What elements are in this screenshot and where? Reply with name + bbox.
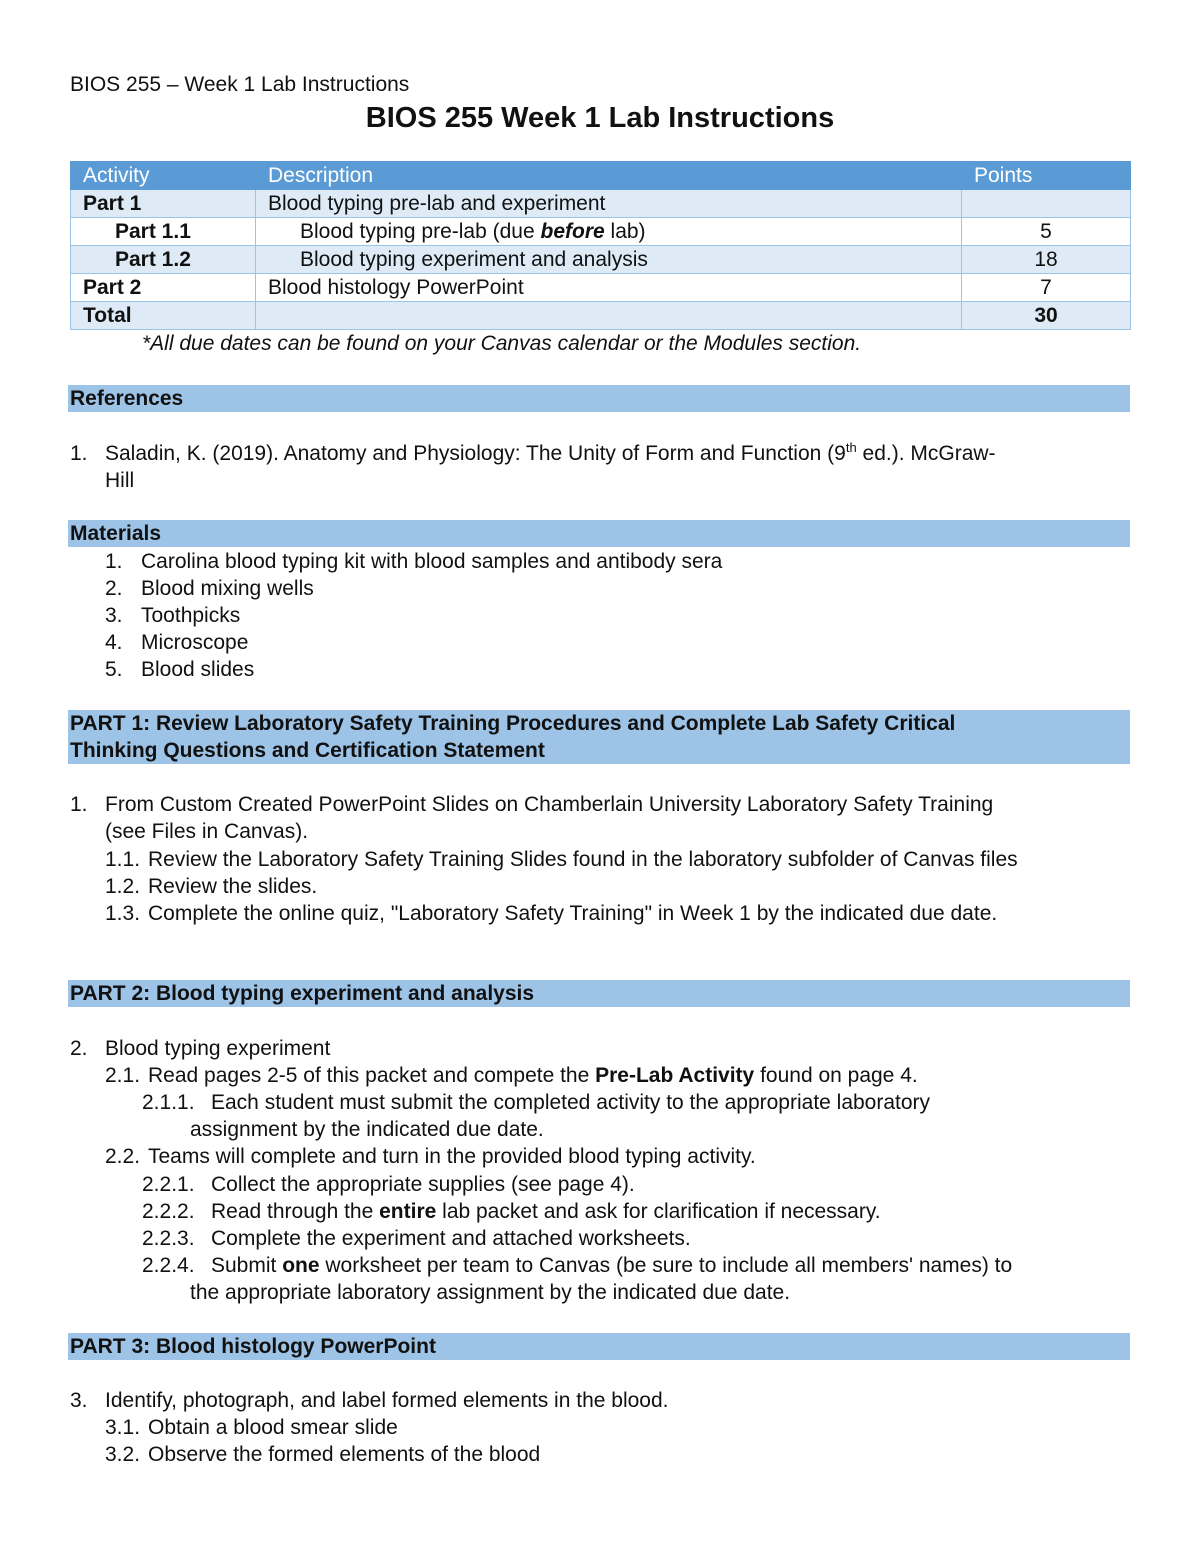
part1-heading-line2: Thinking Questions and Certification Statement [70,739,545,762]
table-row-total [71,302,1131,330]
list-item-number: 3.2. [105,1443,141,1466]
ref-text-post: ed.). McGraw- [856,442,996,465]
list-item: Review the slides. [148,875,318,898]
desc-pre: Blood typing pre-lab (due [300,220,541,243]
list-item-number: 2.2.4. [142,1254,195,1277]
list-item-number: 1.3. [105,902,141,925]
list-item: Observe the formed elements of the blood [148,1443,541,1466]
part1-heading [68,710,1130,764]
desc-post: lab) [604,220,646,243]
list-item-continued: (see Files in Canvas). [105,820,309,843]
list-item-number: 1. [105,550,123,573]
list-item: Obtain a blood smear slide [148,1416,398,1439]
reference-line [105,440,996,469]
list-item-continued: assignment by the indicated due date. [190,1118,544,1141]
list-item-number: 2.2.1. [142,1173,195,1196]
list-item: Microscope [141,631,249,654]
text-pre: Read through the [211,1200,380,1223]
list-item-number: 2. [70,1037,88,1060]
text-post: worksheet per team to Canvas (be sure to include all members' names) to [319,1254,1013,1277]
table-row [71,190,1131,218]
list-item-number: 5. [105,658,123,681]
ref-superscript: th [845,440,857,455]
row-points-total: 30 [962,302,1131,330]
list-item: Carolina blood typing kit with blood samples and antibody sera [141,550,723,573]
list-item-continued: the appropriate laboratory assignment by the indicated due date. [190,1281,791,1304]
list-item: Teams will complete and turn in the provided blood typing activity. [148,1145,756,1168]
due-dates-note: *All due dates can be found on your Canvas calendar or the Modules section. [142,332,862,355]
table-row [71,274,1131,302]
list-item: Blood mixing wells [141,577,314,600]
list-item [211,1252,1012,1279]
list-item-number: 2.2.3. [142,1227,195,1250]
row-activity: Part 1.2 [71,246,256,274]
list-item-number: 3. [70,1389,88,1412]
list-item-number: 4. [105,631,123,654]
running-header: BIOS 255 – Week 1 Lab Instructions [70,73,410,96]
list-item: Collect the appropriate supplies (see page 4). [211,1173,635,1196]
row-description: Blood typing pre-lab and experiment [256,190,962,218]
text-pre: Submit [211,1254,283,1277]
list-item [148,1062,918,1089]
row-points: 18 [962,246,1131,274]
row-description: Blood histology PowerPoint [256,274,962,302]
row-activity: Part 2 [71,274,256,302]
text-bold: entire [379,1200,437,1223]
list-item: Toothpicks [141,604,241,627]
list-item: Identify, photograph, and label formed elements in the blood. [105,1389,669,1412]
row-points: 5 [962,218,1131,246]
row-activity: Part 1 [71,190,256,218]
list-item-number: 2.2. [105,1145,141,1168]
header-activity: Activity [71,162,256,190]
list-item [211,1198,881,1225]
document-title: BIOS 255 Week 1 Lab Instructions [365,102,835,134]
reference-number: 1. [70,442,88,465]
list-item: Complete the online quiz, "Laboratory Safety Training" in Week 1 by the indicated due date. [148,902,998,925]
row-activity: Part 1.1 [71,218,256,246]
list-item: Review the Laboratory Safety Training Slides found in the laboratory subfolder of Canvas files [148,848,1018,871]
list-item-number: 1. [70,793,88,816]
list-item-number: 2.1. [105,1064,141,1087]
table-row [71,246,1131,274]
reference-line-2: Hill [105,469,135,492]
list-item-number: 3.1. [105,1416,141,1439]
list-item: Complete the experiment and attached worksheets. [211,1227,691,1250]
table-row [71,218,1131,246]
header-points: Points [962,162,1131,190]
row-activity: Total [71,302,256,330]
part1-heading-line1: PART 1: Review Laboratory Safety Training Procedures and Complete Lab Safety Critical [70,712,956,735]
ref-text-pre: Saladin, K. (2019). Anatomy and Physiology: The Unity of Form and Function (9 [105,442,846,465]
list-item: Blood typing experiment [105,1037,331,1060]
points-table [70,161,1131,330]
row-points: 7 [962,274,1131,302]
row-description [256,218,962,246]
list-item-number: 1.1. [105,848,141,871]
list-item-number: 2.2.2. [142,1200,195,1223]
header-description: Description [256,162,962,190]
list-item-number: 2.1.1. [142,1091,195,1114]
list-item-number: 3. [105,604,123,627]
list-item-number: 2. [105,577,123,600]
text-post: lab packet and ask for clarification if necessary. [436,1200,881,1223]
row-points [962,190,1131,218]
part2-heading: PART 2: Blood typing experiment and analysis [68,980,1130,1007]
row-description: Blood typing experiment and analysis [256,246,962,274]
text-post: found on page 4. [754,1064,918,1087]
table-header-row [71,162,1131,190]
text-bold: Pre-Lab Activity [595,1064,755,1087]
desc-emphasis: before [540,220,605,243]
list-item: Blood slides [141,658,255,681]
materials-heading: Materials [68,520,1130,547]
row-description [256,302,962,330]
text-pre: Read pages 2-5 of this packet and compete the [148,1064,596,1087]
list-item: From Custom Created PowerPoint Slides on Chamberlain University Laboratory Safety Training [105,793,994,816]
part3-heading: PART 3: Blood histology PowerPoint [68,1333,1130,1360]
text-bold: one [282,1254,320,1277]
list-item-number: 1.2. [105,875,141,898]
list-item: Each student must submit the completed activity to the appropriate laboratory [211,1091,931,1114]
references-heading: References [68,385,1130,412]
